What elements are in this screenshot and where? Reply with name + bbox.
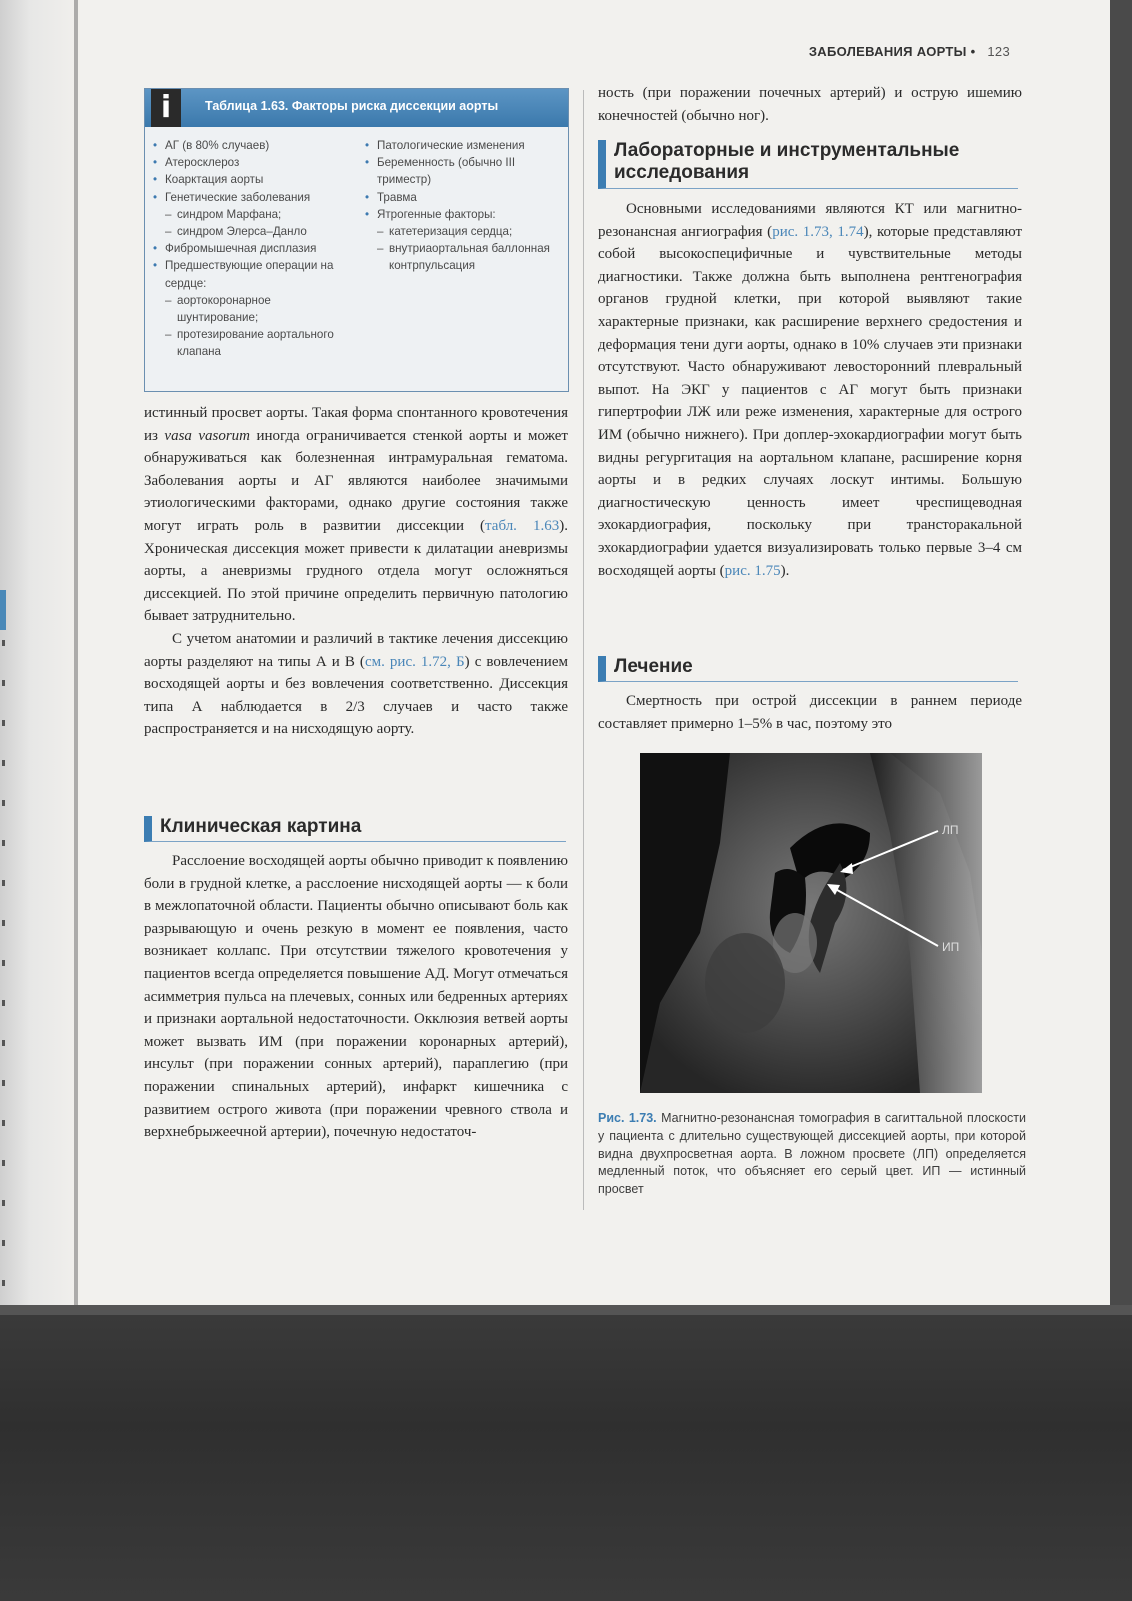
info-icon: i <box>151 89 181 127</box>
risk-factors-table <box>144 88 569 392</box>
section-heading-clinical: Клиническая картина <box>144 816 566 842</box>
running-head-separator: • <box>970 44 976 59</box>
section-heading-lab: Лабораторные и инструментальные исследования <box>598 140 1018 189</box>
table-list-item: • Травма <box>363 189 568 206</box>
scan-background-dark <box>0 1305 1132 1601</box>
caption-text: Магнитно-резонансная томография в сагиттальной плоскости у пациента с длительно существующей диссекцией аорты, при которой видна двухпросветная аорта. В ложном просвете (ЛП) определяется медленный поток, что объясняет его серый цвет. ИП — истинный просвет <box>598 1111 1026 1197</box>
lab-text <box>598 198 1022 582</box>
running-head <box>809 44 1010 59</box>
right-column-top-text <box>598 82 1022 127</box>
figure-reference-link[interactable]: рис. 1.73, 1.74 <box>772 223 864 240</box>
text-run: С учетом анатомии и различий в тактике лечения диссекцию аорты разделяют на типы А и В ( <box>144 630 568 670</box>
label-true-lumen: ИП <box>942 940 960 954</box>
table-list-item: • Патологические изменения <box>363 137 568 154</box>
table-column-right <box>363 137 568 275</box>
text-run: ), которые представляют собой высокоспецифичные и чувствительные методы диагностики. Также должна быть выполнена рентгенография органов грудной клетки, при которой выявляют такие характерные признаки, как расширение верхнего средостения и деформация тени дуги аорты, однако в 10% случаев эти признаки отсутствуют. Часто обнаруживают левосторонний плевральный выпот. На ЭКГ у пациентов с АГ могут быть признаки гипертрофии ЛЖ или реже изменения, характерные для острого ИМ (обычно нижнего). При доплер-эхокардиографии могут быть видны регургитация на аортальном клапане, расширение корня аорты и в редких случаях лоскут интимы. Большую диагностическую ценность имеет чреспищеводная эхокардиография, поскольку при трансторакальной эхокардиографии удается визуализировать только первые 3–4 см восходящей аорты ( <box>598 223 1023 579</box>
clinical-text <box>144 850 568 1144</box>
figure-caption <box>598 1110 1026 1199</box>
paragraph: ность (при поражении почечных артерий) и острую ишемию конечностей (обычно ног). <box>598 85 1022 124</box>
paragraph <box>144 402 568 628</box>
treatment-text <box>598 690 1022 735</box>
italic-term: vasa vasorum <box>164 427 251 444</box>
table-list-item: • Генетические заболевания <box>151 189 351 206</box>
table-column-left <box>151 137 351 361</box>
table-list-item: – катетеризация сердца; <box>363 223 568 240</box>
figure-reference-link[interactable]: рис. 1.75 <box>724 562 781 579</box>
table-list-item: • Фибромышечная дисплазия <box>151 240 351 257</box>
table-list-item: • Ятрогенные факторы: <box>363 206 568 223</box>
table-list-item: – синдром Марфана; <box>151 206 351 223</box>
page-number: 123 <box>987 44 1010 59</box>
page-edge-shadow <box>0 1305 1132 1315</box>
mri-figure <box>640 753 982 1093</box>
table-reference-link[interactable]: табл. 1.63 <box>485 517 560 534</box>
table-list-item: • Коарктация аорты <box>151 171 351 188</box>
table-title: Таблица 1.63. Факторы риска диссекции аорты <box>205 99 499 113</box>
table-list-item: – внутриаортальная баллонная контрпульсация <box>363 240 568 274</box>
table-list-item: – аортокоронарное шунтирование; <box>151 292 351 326</box>
text-run: истинный просвет аорты. Такая форма спонтанного кровотечения из <box>144 405 568 444</box>
previous-page-edge-mark <box>0 590 6 630</box>
text-run: ). <box>780 562 790 579</box>
table-list-item: – протезирование аортального клапана <box>151 326 351 360</box>
section-heading-treatment: Лечение <box>598 656 1018 682</box>
mri-image <box>640 753 982 1093</box>
text-run: иногда ограничивается стенкой аорты и может обнаруживаться как болезненная интрамуральная гематома. Заболевания аорты и АГ являются наиболее значимыми этиологическими факторами, однако другие состояния также могут играть роль в развитии диссекции ( <box>144 427 568 534</box>
table-list-item: • Предшествующие операции на сердце: <box>151 257 351 291</box>
running-head-title: ЗАБОЛЕВАНИЯ АОРТЫ <box>808 44 967 59</box>
column-divider <box>583 90 584 1210</box>
paragraph <box>598 198 1022 582</box>
text-run: Основными исследованиями являются КТ или магнитно-резонансная ангиография ( <box>598 201 1022 240</box>
lung-shape <box>705 933 785 1033</box>
paragraph: Расслоение восходящей аорты обычно приводит к появлению боли в грудной клетке, а расслоение нисходящей аорты — к боли в межлопаточной области. Пациенты обычно описывают боль как разрывающую и очень резкую в момент ее появления, часто возникает коллапс. При отсутствии тяжелого кровотечения у пациентов всегда определяется повышение АД. Могут отмечаться асимметрия пульса на плечевых, сонных или бедренных артериях и признаки аортальной недостаточности. Окклюзия ветвей аорты может вызвать ИМ (при поражении коронарных артерий), инсульт (при поражении сонных артерий), параплегию (при поражении спинальных артерий), инфаркт кишечника с развитием острого живота (при поражении чревного ствола и верхнебрыжеечной артерии), почечную недостаточ- <box>144 853 568 1141</box>
table-header <box>145 89 568 127</box>
text-run: ). Хроническая диссекция может привести к дилатации аневризмы аорты, а аневризмы грудного отдела могут осложняться диссекцией. По этой причине определить первичную патологию бывает затруднительно. <box>144 517 568 625</box>
table-list-item: • АГ (в 80% случаев) <box>151 137 351 154</box>
table-list-item: – синдром Элерса–Данло <box>151 223 351 240</box>
caption-label: Рис. 1.73. <box>598 1111 657 1125</box>
text-run: ) с вовлечением восходящей аорты и без вовлечения соответственно. Диссекция типа А наблюдается в 2/3 случаев и часто также распространяется и на нисходящую аорту. <box>144 653 568 738</box>
label-false-lumen: ЛП <box>942 823 959 837</box>
paragraph <box>144 628 568 741</box>
table-list-item: • Беременность (обычно III триместр) <box>363 154 568 188</box>
table-list-item: • Атеросклероз <box>151 154 351 171</box>
left-column-text <box>144 402 568 741</box>
paragraph: Смертность при острой диссекции в раннем периоде составляет примерно 1–5% в час, поэтому это <box>598 693 1022 732</box>
figure-reference-link[interactable]: см. рис. 1.72, Б <box>364 653 465 670</box>
